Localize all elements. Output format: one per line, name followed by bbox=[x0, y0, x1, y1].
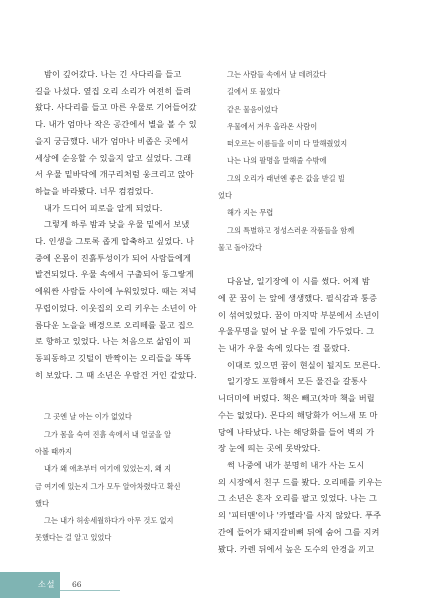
text-line: 장 눈에 띄는 곳에 못박았다. bbox=[218, 443, 321, 454]
section-label: 소설 bbox=[38, 580, 56, 589]
text-line: 의 시장에서 친구 드를 봤다. 오리떼를 키우는 bbox=[218, 476, 383, 487]
text-line: 썩 나중에 내가 분명히 내가 사는 도시 bbox=[227, 460, 365, 470]
text-line: 의 '피터맨'이나 '카멜라'를 사지 않았다. 푸주 bbox=[218, 510, 382, 521]
text-line: 에 꾼 꿈이 는 앞에 생생했다. 필식감과 퉁증 bbox=[218, 292, 378, 303]
text-line: 길을 나섰다. 옆집 오리 소리가 여전히 들려 bbox=[35, 85, 192, 96]
verse-line: 내가 왜 애초부터 여기에 있었는지, 왜 지 bbox=[44, 464, 172, 474]
text-line: 수는 없었다). 몬다의 해당화가 어느새 또 마 bbox=[218, 409, 378, 420]
text-line: 서 우물 밑바닥에 개구리처럼 웅크리고 앉아 bbox=[35, 169, 194, 180]
page-number: 66 bbox=[72, 580, 82, 589]
footer-divider bbox=[60, 590, 120, 591]
text-line: 을지 궁금했다. 내가 엄마나 비좁은 곳에서 bbox=[35, 135, 189, 146]
text-line: 히 보았다. 그 때 소년은 우람건 거인 같았다. bbox=[35, 369, 197, 380]
text-line: 이대로 있으면 꿈이 현실이 될지도 모른다. bbox=[227, 359, 381, 370]
text-line: 간에 들어가 돼지갈비뼈 뒤에 숨어 그를 지켜 bbox=[218, 526, 380, 537]
right-para-4 bbox=[218, 457, 396, 557]
text-line: 이 섞여있었다. 꿈이 마지막 부분에서 소년이 bbox=[218, 309, 380, 320]
verse-line: 금 여기에 있는지 그가 모두 알아차렸다고 확신 bbox=[35, 481, 181, 491]
text-line: 봤다. 카렌 뒤에서 높은 도수의 안경을 끼고 bbox=[218, 543, 375, 554]
right-para-1 bbox=[218, 273, 396, 357]
verse-line: 아볼 때까지 bbox=[35, 446, 73, 456]
verse-line: 못했다는 걸 알고 있었다 bbox=[35, 533, 112, 543]
verse-line: 같은 물음이었다 bbox=[227, 104, 278, 114]
left-verse bbox=[35, 408, 213, 546]
text-line: 밤이 깊어갔다. 나는 긴 사다리를 들고 bbox=[44, 69, 182, 79]
text-line: 일기장도 포함해서 모든 물건을 갈통사 bbox=[227, 376, 367, 387]
text-line: 내가 드디어 피로을 알게 되었다. bbox=[44, 202, 163, 213]
verse-line: 그 곳엔 날 아는 이가 없었다 bbox=[44, 412, 132, 422]
text-line: 다. 인생을 그토록 좁게 압축하고 싶었다. 나 bbox=[35, 236, 195, 247]
text-line: 세상에 순응할 수 있을지 알고 싶었다. 그래 bbox=[35, 152, 192, 163]
text-line: 그렇게 하루 밤과 낮을 우물 밑에서 보냈 bbox=[44, 219, 190, 230]
text-line: 니더미에 버렸다. 책은 빼고(차마 책을 버릴 bbox=[218, 393, 375, 404]
left-para-1 bbox=[35, 66, 213, 200]
left-column bbox=[35, 66, 213, 547]
verse-line: 물고 돌아갔다 bbox=[218, 242, 262, 252]
verse-line: 떠오르는 이름들을 이미 다 말해줬었지 bbox=[227, 139, 348, 149]
verse-line: 우물에서 겨우 올라온 사람이 bbox=[227, 121, 318, 131]
verse-line: 그는 사람들 속에서 날 데려갔다 bbox=[227, 70, 327, 79]
text-line: 다음날, 일기장에 이 시를 썼다. 어제 밤 bbox=[227, 276, 370, 287]
verse-line: 그의 특별하고 정성스러운 작품들을 함께 bbox=[227, 225, 355, 235]
text-line: 하늘을 바라봤다. 너무 컴컴었다. bbox=[35, 185, 154, 196]
verse-line: 그가 몸을 숙여 진흙 속에서 내 얼굴을 알 bbox=[44, 429, 172, 439]
text-line: 동피동하고 깃털이 반짝이는 오리들을 똑똑 bbox=[35, 352, 192, 363]
text-line: 는 내가 우물 속에 있다는 걸 몰랐다. bbox=[218, 343, 351, 354]
text-line: 우울무명을 덮어 날 우물 밑에 가두었다. 그 bbox=[218, 326, 375, 337]
text-line: 그 소년은 혼자 오리를 팔고 있었다. 나는 그 bbox=[218, 493, 378, 504]
text-line: 당에 나타났다. 나는 해당화를 들어 벽의 가 bbox=[218, 426, 375, 437]
text-line: 로 향하고 있었다. 나는 처음으로 삶임이 피 bbox=[35, 336, 192, 347]
verse-line: 해가 지는 무렵 bbox=[227, 208, 274, 218]
verse-line: 했다 bbox=[35, 498, 49, 508]
left-para-3 bbox=[35, 216, 213, 383]
text-line: 발견되었다. 우물 속에서 구출되어 동그랗게 bbox=[35, 269, 194, 280]
verse-line: 그는 내가 허송세월하다가 아무 것도 없지 bbox=[44, 516, 174, 526]
text-line: 다. 내가 엄마나 작은 공간에서 별을 볼 수 있 bbox=[35, 119, 197, 130]
text-line: 무렵이었다. 이웃집의 오리 키우는 소년이 아 bbox=[35, 302, 197, 313]
left-para-2 bbox=[35, 200, 213, 217]
right-para-2 bbox=[218, 357, 396, 374]
text-line: 중에 온몸이 진흙투성이가 되어 사람들에게 bbox=[35, 252, 192, 263]
right-verse bbox=[218, 66, 396, 256]
verse-line: 나는 나의 팔명을 말해줄 수밖에 bbox=[227, 156, 327, 166]
text-line: 왔다. 사다리를 들고 마른 우물로 기어들어갔 bbox=[35, 102, 197, 113]
text-line: 름다운 노을을 배경으로 오리떼를 몰고 집으 bbox=[35, 319, 194, 330]
verse-line: 었다 bbox=[218, 191, 232, 201]
verse-line: 그의 오리가 래년엔 좋은 값을 받길 빌 bbox=[227, 173, 345, 183]
right-column bbox=[218, 66, 396, 557]
verse-line: 길에서 또 물었다 bbox=[227, 87, 281, 97]
text-line: 에워싼 사람들 사이에 누워있었다. 때는 저녁 bbox=[35, 286, 197, 297]
right-para-3 bbox=[218, 373, 396, 457]
